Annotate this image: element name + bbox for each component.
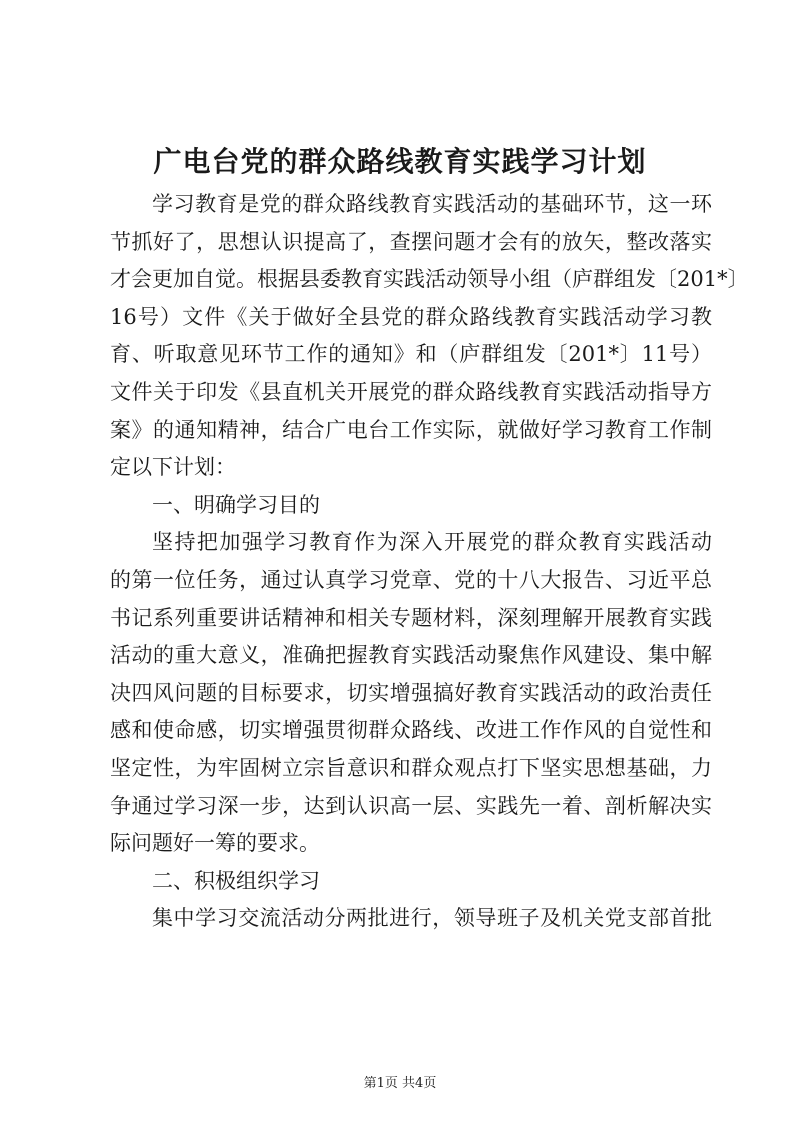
text-line: 决四风问题的目标要求，切实增强搞好教育实践活动的政治责任 xyxy=(110,680,712,705)
text-line: 案》的通知精神，结合广电台工作实际，就做好学习教育工作制 xyxy=(110,417,712,442)
text-line: 活动的重大意义，准确把握教育实践活动聚焦作风建设、集中解 xyxy=(110,643,712,668)
text-line: 定以下计划： xyxy=(110,455,236,480)
text-line: 际问题好一筹的要求。 xyxy=(110,831,320,856)
text-line: 节抓好了，思想认识提高了，查摆问题才会有的放矢，整改落实 xyxy=(110,229,712,254)
text-line: 16号）文件《关于做好全县党的群众路线教育实践活动学习教 xyxy=(110,304,712,329)
text-line: 感和使命感，切实增强贯彻群众路线、改进工作作风的自觉性和 xyxy=(110,718,712,743)
text-line: 争通过学习深一步，达到认识高一层、实践先一着、剖析解决实 xyxy=(110,793,712,818)
text-line: 才会更加自觉。根据县委教育实践活动领导小组（庐群组发〔201*〕 xyxy=(110,267,749,292)
text-line: 书记系列重要讲话精神和相关专题材料，深刻理解开展教育实践 xyxy=(110,605,712,630)
text-line: 学习教育是党的群众路线教育实践活动的基础环节，这一环 xyxy=(152,192,712,216)
text-line: 坚定性，为牢固树立宗旨意识和群众观点打下坚实思想基础，力 xyxy=(110,755,712,780)
text-line: 的第一位任务，通过认真学习党章、党的十八大报告、习近平总 xyxy=(110,567,712,592)
text-line: 育、听取意见环节工作的通知》和（庐群组发〔201*〕11号） xyxy=(110,342,712,367)
page-footer: 第1页 共4页 xyxy=(363,1076,437,1091)
document-title: 广电台党的群众路线教育实践学习计划 xyxy=(153,145,647,178)
text-line: 二、积极组织学习 xyxy=(152,868,320,893)
document-body xyxy=(110,186,749,938)
text-line: 坚持把加强学习教育作为深入开展党的群众教育实践活动 xyxy=(152,530,712,555)
text-line: 文件关于印发《县直机关开展党的群众路线教育实践活动指导方 xyxy=(110,379,712,404)
text-line: 集中学习交流活动分两批进行，领导班子及机关党支部首批 xyxy=(152,906,712,931)
text-line: 一、明确学习目的 xyxy=(152,492,320,517)
